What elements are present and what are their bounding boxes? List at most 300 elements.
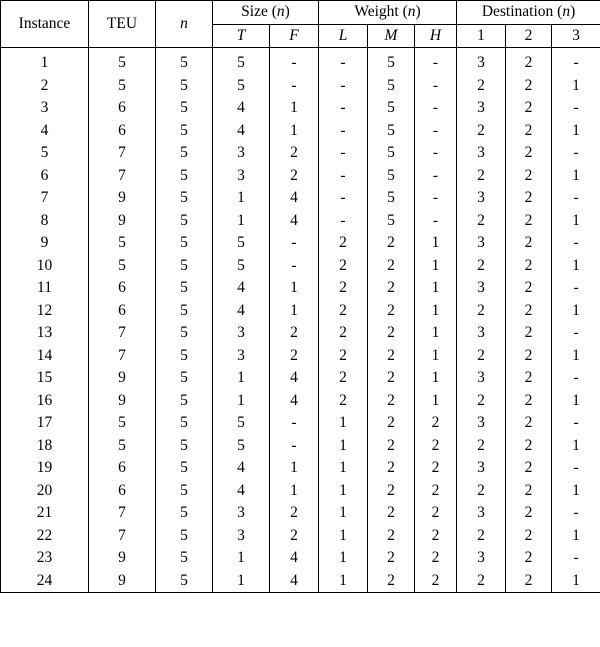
cell-n: 5 [156,120,213,143]
cell-n: 5 [156,502,213,525]
table-row [1,367,600,390]
cell-weight-h: 2 [415,502,457,525]
cell-destination-1: 3 [457,367,506,390]
table-row [1,187,600,210]
cell-size-t: 4 [213,277,270,300]
cell-destination-1: 3 [457,502,506,525]
cell-teu: 9 [89,570,156,593]
header-unit-n: n [562,3,571,21]
cell-n: 5 [156,367,213,390]
cell-weight-h: - [415,52,457,75]
cell-destination-2: 2 [506,525,552,548]
cell-instance: 21 [1,502,89,525]
cell-weight-l: 1 [319,525,368,548]
cell-size-t: 3 [213,345,270,368]
cell-teu: 5 [89,255,156,278]
cell-weight-l: 2 [319,367,368,390]
table-row [1,210,600,233]
cell-instance: 11 [1,277,89,300]
cell-instance: 12 [1,300,89,323]
cell-teu: 6 [89,480,156,503]
table-row [1,570,600,593]
cell-destination-2: 2 [506,75,552,98]
cell-size-t: 5 [213,232,270,255]
cell-size-t: 1 [213,390,270,413]
cell-instance: 7 [1,187,89,210]
table-row [1,142,600,165]
table-header [1,1,600,53]
cell-weight-h: - [415,142,457,165]
cell-n: 5 [156,255,213,278]
cell-teu: 6 [89,277,156,300]
cell-instance: 23 [1,547,89,570]
cell-size-t: 4 [213,300,270,323]
cell-teu: 9 [89,390,156,413]
table-row [1,547,600,570]
cell-weight-m: 5 [368,75,415,98]
cell-weight-h: - [415,210,457,233]
cell-size-f: 2 [270,502,319,525]
cell-destination-2: 2 [506,165,552,188]
cell-size-f: 4 [270,210,319,233]
cell-weight-h: - [415,97,457,120]
cell-destination-1: 3 [457,322,506,345]
cell-instance: 6 [1,165,89,188]
cell-weight-m: 5 [368,210,415,233]
cell-weight-m: 2 [368,502,415,525]
cell-weight-l: 2 [319,322,368,345]
cell-n: 5 [156,457,213,480]
cell-instance: 5 [1,142,89,165]
cell-weight-l: 2 [319,232,368,255]
cell-destination-2: 2 [506,457,552,480]
cell-destination-3: - [552,547,600,570]
cell-n: 5 [156,277,213,300]
header-weight-group: Weight (n) [319,1,457,25]
cell-size-f: 1 [270,277,319,300]
table-row [1,97,600,120]
cell-destination-1: 2 [457,345,506,368]
cell-weight-l: - [319,75,368,98]
cell-weight-h: - [415,187,457,210]
cell-size-t: 5 [213,412,270,435]
cell-n: 5 [156,165,213,188]
cell-weight-l: - [319,142,368,165]
cell-weight-h: 1 [415,345,457,368]
cell-weight-l: 2 [319,255,368,278]
cell-size-t: 4 [213,480,270,503]
cell-destination-3: - [552,277,600,300]
cell-destination-3: 1 [552,435,600,458]
cell-destination-2: 2 [506,120,552,143]
cell-weight-m: 2 [368,390,415,413]
cell-destination-1: 2 [457,75,506,98]
cell-teu: 9 [89,210,156,233]
cell-destination-1: 2 [457,120,506,143]
cell-size-f: 1 [270,300,319,323]
header-destination-group: Destination (n) [457,1,600,25]
cell-weight-m: 2 [368,457,415,480]
cell-teu: 5 [89,52,156,75]
cell-weight-l: 2 [319,345,368,368]
table-body [1,52,600,593]
cell-weight-l: - [319,120,368,143]
cell-destination-2: 2 [506,187,552,210]
cell-weight-h: 2 [415,547,457,570]
cell-destination-3: - [552,367,600,390]
cell-size-f: 2 [270,525,319,548]
cell-weight-m: 5 [368,187,415,210]
cell-destination-3: - [552,502,600,525]
cell-weight-l: 1 [319,570,368,593]
cell-destination-3: 1 [552,525,600,548]
cell-weight-h: 1 [415,390,457,413]
cell-teu: 9 [89,547,156,570]
cell-n: 5 [156,75,213,98]
cell-weight-h: 2 [415,457,457,480]
cell-destination-2: 2 [506,570,552,593]
cell-size-f: 4 [270,547,319,570]
cell-destination-1: 3 [457,277,506,300]
cell-weight-h: 2 [415,412,457,435]
cell-teu: 7 [89,345,156,368]
cell-instance: 17 [1,412,89,435]
cell-weight-m: 2 [368,322,415,345]
cell-destination-2: 2 [506,480,552,503]
cell-weight-l: 1 [319,457,368,480]
header-size-t: T [213,24,270,48]
table-row [1,390,600,413]
cell-size-t: 3 [213,165,270,188]
cell-size-t: 1 [213,210,270,233]
cell-destination-3: 1 [552,390,600,413]
cell-teu: 7 [89,322,156,345]
cell-destination-1: 2 [457,390,506,413]
cell-destination-3: - [552,187,600,210]
cell-weight-m: 2 [368,435,415,458]
cell-destination-2: 2 [506,300,552,323]
cell-destination-3: - [552,232,600,255]
cell-weight-m: 2 [368,232,415,255]
cell-weight-l: 1 [319,502,368,525]
cell-n: 5 [156,232,213,255]
cell-weight-l: - [319,165,368,188]
cell-weight-m: 2 [368,547,415,570]
cell-instance: 16 [1,390,89,413]
cell-destination-1: 3 [457,232,506,255]
cell-weight-l: 2 [319,277,368,300]
table-row [1,345,600,368]
header-unit-n: n [407,3,416,21]
cell-size-t: 5 [213,435,270,458]
cell-n: 5 [156,97,213,120]
cell-destination-2: 2 [506,502,552,525]
cell-size-f: 1 [270,97,319,120]
cell-weight-l: 2 [319,390,368,413]
cell-destination-3: 1 [552,345,600,368]
cell-destination-3: 1 [552,165,600,188]
cell-destination-1: 3 [457,97,506,120]
cell-weight-m: 5 [368,120,415,143]
cell-teu: 6 [89,300,156,323]
cell-size-t: 1 [213,547,270,570]
cell-destination-3: 1 [552,255,600,278]
cell-instance: 8 [1,210,89,233]
cell-weight-m: 2 [368,412,415,435]
cell-destination-2: 2 [506,142,552,165]
cell-weight-m: 5 [368,142,415,165]
cell-teu: 7 [89,165,156,188]
cell-instance: 24 [1,570,89,593]
cell-weight-m: 5 [368,165,415,188]
cell-size-f: 1 [270,480,319,503]
cell-size-f: 2 [270,345,319,368]
cell-size-f: - [270,232,319,255]
cell-destination-3: 1 [552,120,600,143]
cell-size-f: 4 [270,367,319,390]
cell-size-f: 1 [270,120,319,143]
cell-size-t: 4 [213,120,270,143]
cell-size-f: 4 [270,570,319,593]
cell-weight-h: 2 [415,525,457,548]
cell-destination-2: 2 [506,277,552,300]
cell-size-t: 3 [213,525,270,548]
table-row [1,120,600,143]
cell-teu: 7 [89,502,156,525]
cell-size-t: 5 [213,52,270,75]
table-row [1,255,600,278]
cell-destination-2: 2 [506,345,552,368]
cell-teu: 7 [89,525,156,548]
cell-destination-1: 2 [457,480,506,503]
table-row [1,525,600,548]
cell-destination-3: - [552,412,600,435]
cell-n: 5 [156,52,213,75]
cell-weight-m: 2 [368,570,415,593]
cell-size-f: 2 [270,322,319,345]
cell-size-t: 1 [213,187,270,210]
table-row [1,232,600,255]
cell-instance: 20 [1,480,89,503]
cell-weight-m: 2 [368,277,415,300]
cell-destination-1: 3 [457,547,506,570]
cell-weight-h: 1 [415,367,457,390]
cell-weight-l: 1 [319,412,368,435]
cell-weight-h: 1 [415,232,457,255]
cell-size-f: - [270,75,319,98]
cell-destination-3: - [552,457,600,480]
table-row [1,165,600,188]
cell-destination-1: 3 [457,187,506,210]
header-weight-l: L [319,24,368,48]
cell-destination-3: 1 [552,75,600,98]
cell-size-t: 5 [213,75,270,98]
cell-weight-m: 2 [368,345,415,368]
cell-teu: 5 [89,75,156,98]
cell-teu: 9 [89,187,156,210]
cell-destination-3: - [552,97,600,120]
cell-destination-3: - [552,52,600,75]
cell-destination-1: 2 [457,435,506,458]
cell-n: 5 [156,210,213,233]
cell-size-t: 1 [213,367,270,390]
table-row [1,300,600,323]
cell-destination-2: 2 [506,547,552,570]
cell-weight-m: 2 [368,367,415,390]
cell-size-f: - [270,52,319,75]
cell-weight-h: 2 [415,435,457,458]
table-row [1,75,600,98]
cell-destination-1: 3 [457,52,506,75]
cell-weight-m: 2 [368,300,415,323]
cell-destination-2: 2 [506,97,552,120]
cell-instance: 1 [1,52,89,75]
cell-weight-m: 2 [368,255,415,278]
header-instance: Instance [1,1,89,48]
cell-weight-l: 1 [319,435,368,458]
cell-teu: 6 [89,120,156,143]
cell-n: 5 [156,412,213,435]
cell-destination-1: 2 [457,525,506,548]
header-destination-1: 1 [457,24,506,48]
cell-destination-2: 2 [506,52,552,75]
cell-destination-3: 1 [552,300,600,323]
cell-destination-2: 2 [506,390,552,413]
cell-destination-1: 3 [457,457,506,480]
cell-size-f: - [270,255,319,278]
cell-destination-1: 2 [457,165,506,188]
cell-size-t: 4 [213,457,270,480]
header-destination-3: 3 [552,24,600,48]
table-row [1,502,600,525]
cell-instance: 19 [1,457,89,480]
cell-size-f: 2 [270,142,319,165]
header-n: n [156,1,213,48]
cell-n: 5 [156,525,213,548]
cell-weight-h: - [415,75,457,98]
cell-teu: 7 [89,142,156,165]
cell-teu: 9 [89,367,156,390]
cell-destination-2: 2 [506,435,552,458]
cell-weight-h: 1 [415,300,457,323]
table-row [1,480,600,503]
cell-teu: 5 [89,232,156,255]
cell-weight-l: - [319,187,368,210]
cell-instance: 10 [1,255,89,278]
cell-weight-m: 2 [368,525,415,548]
table-row [1,322,600,345]
cell-instance: 14 [1,345,89,368]
cell-size-t: 4 [213,97,270,120]
cell-destination-2: 2 [506,322,552,345]
cell-n: 5 [156,390,213,413]
cell-size-t: 3 [213,502,270,525]
cell-weight-l: 1 [319,547,368,570]
cell-destination-2: 2 [506,367,552,390]
cell-destination-3: 1 [552,480,600,503]
table-row [1,277,600,300]
cell-destination-1: 2 [457,255,506,278]
cell-size-t: 5 [213,255,270,278]
header-weight-m: M [368,24,415,48]
cell-teu: 6 [89,97,156,120]
cell-instance: 18 [1,435,89,458]
header-size-group: Size (n) [213,1,319,25]
cell-n: 5 [156,547,213,570]
cell-destination-1: 3 [457,412,506,435]
cell-weight-m: 5 [368,97,415,120]
cell-size-f: 1 [270,457,319,480]
cell-weight-h: - [415,120,457,143]
cell-size-t: 1 [213,570,270,593]
cell-weight-l: 1 [319,480,368,503]
cell-instance: 4 [1,120,89,143]
cell-size-f: 4 [270,187,319,210]
cell-destination-1: 2 [457,210,506,233]
cell-weight-m: 2 [368,480,415,503]
cell-n: 5 [156,142,213,165]
cell-destination-3: - [552,322,600,345]
header-size-f: F [270,24,319,48]
cell-size-t: 3 [213,322,270,345]
cell-weight-h: 2 [415,570,457,593]
cell-destination-3: 1 [552,210,600,233]
cell-weight-h: - [415,165,457,188]
cell-destination-2: 2 [506,232,552,255]
table-row [1,457,600,480]
cell-weight-h: 2 [415,480,457,503]
cell-teu: 6 [89,457,156,480]
cell-n: 5 [156,480,213,503]
cell-weight-h: 1 [415,277,457,300]
cell-size-f: - [270,435,319,458]
cell-weight-h: 1 [415,255,457,278]
cell-size-f: 2 [270,165,319,188]
cell-size-t: 3 [213,142,270,165]
header-weight-h: H [415,24,457,48]
cell-destination-3: - [552,142,600,165]
cell-instance: 15 [1,367,89,390]
cell-n: 5 [156,570,213,593]
cell-destination-2: 2 [506,210,552,233]
cell-destination-1: 2 [457,570,506,593]
cell-teu: 5 [89,435,156,458]
header-unit-n: n [276,3,285,21]
cell-weight-l: - [319,97,368,120]
cell-weight-l: 2 [319,300,368,323]
cell-destination-3: 1 [552,570,600,593]
cell-destination-2: 2 [506,412,552,435]
cell-n: 5 [156,435,213,458]
cell-instance: 2 [1,75,89,98]
cell-destination-1: 2 [457,300,506,323]
table-row [1,52,600,75]
cell-n: 5 [156,300,213,323]
table-row [1,412,600,435]
cell-weight-m: 5 [368,52,415,75]
cell-size-f: - [270,412,319,435]
cell-teu: 5 [89,412,156,435]
cell-weight-l: - [319,52,368,75]
cell-n: 5 [156,345,213,368]
table-row [1,435,600,458]
header-destination-2: 2 [506,24,552,48]
cell-destination-2: 2 [506,255,552,278]
cell-size-f: 4 [270,390,319,413]
cell-destination-1: 3 [457,142,506,165]
cell-instance: 13 [1,322,89,345]
cell-n: 5 [156,187,213,210]
